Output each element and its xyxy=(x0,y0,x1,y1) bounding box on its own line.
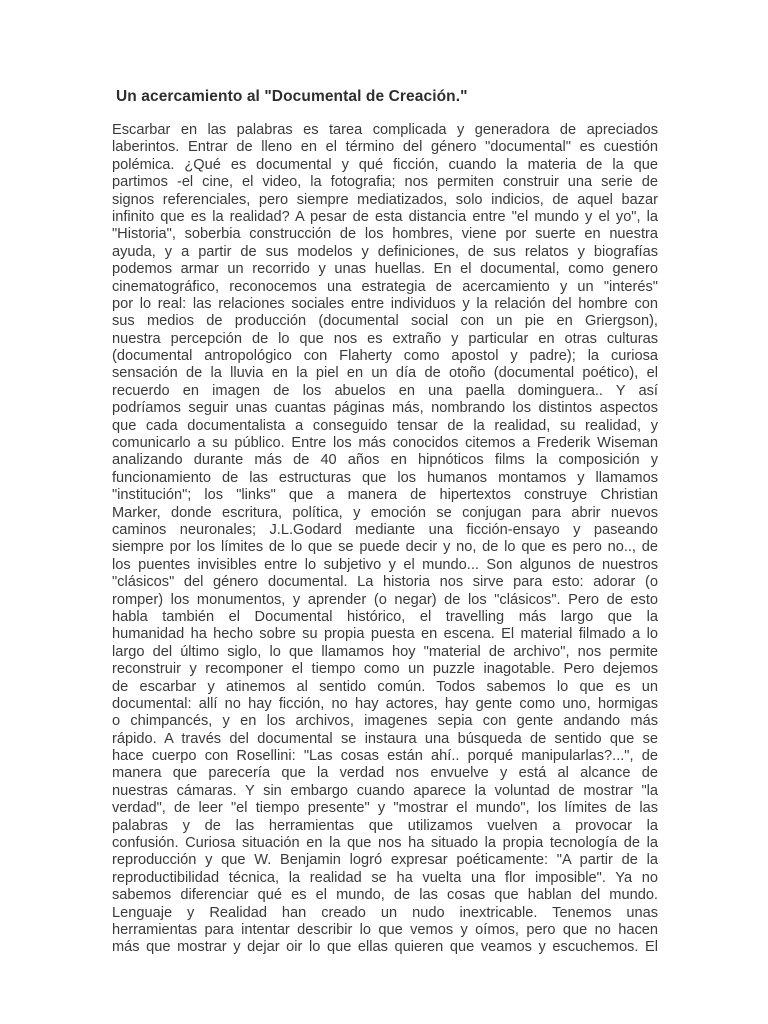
body-text-line: signos referenciales, pero siempre mediatizados, solo indicios, de aquel bazar xyxy=(112,191,658,208)
body-text-line: Marker, donde escritura, política, y emoción se conjugan para abrir nuevos xyxy=(112,504,658,521)
body-text-line: "Historia", soberbia construcción de los hombres, viene por suerte en nuestra xyxy=(112,226,658,243)
document-body xyxy=(112,122,658,956)
body-text-line: manera que parecería que la verdad nos envuelve y está al alcance de xyxy=(112,765,658,782)
body-text-line: verdad", de leer "el tiempo presente" y "mostrar el mundo", los límites de las xyxy=(112,800,658,817)
body-text-line: "institución"; los "links" que a manera de hipertextos construye Christian xyxy=(112,487,658,504)
body-text-line: nuestras cámaras. Y sin embargo cuando aparece la voluntad de mostrar "la xyxy=(112,782,658,799)
body-text-line: hace cuerpo con Rosellini: "Las cosas están ahí.. porqué manipularlas?...", de xyxy=(112,748,658,765)
body-text-line: de escarbar y atinemos al sentido común. Todos sabemos lo que es un xyxy=(112,678,658,695)
body-text-line: por lo real: las relaciones sociales entre individuos y la relación del hombre con xyxy=(112,295,658,312)
body-text-line: podríamos seguir unas cuantas páginas más, nombrando los distintos aspectos xyxy=(112,400,658,417)
body-text-line: los puentes invisibles entre lo subjetivo y el mundo... Son algunos de nuestros xyxy=(112,556,658,573)
body-text-line: laberintos. Entrar de lleno en el término del género "documental" es cuestión xyxy=(112,139,658,156)
body-text-line: nuestra percepción de lo que nos es extraño y particular en otras culturas xyxy=(112,330,658,347)
body-text-line: humanidad ha hecho sobre su propia puesta en escena. El material filmado a lo xyxy=(112,626,658,643)
body-text-line: sus medios de producción (documental social con un pie en Griergson), xyxy=(112,313,658,330)
body-text-line: Escarbar en las palabras es tarea complicada y generadora de apreciados xyxy=(112,122,658,138)
body-text-line: analizando durante más de 40 años en hipnóticos films la composición y xyxy=(112,452,658,469)
document-title: Un acercamiento al "Documental de Creación." xyxy=(116,88,468,105)
body-text-line: sensación de la lluvia en la piel en un día de otoño (documental poético), el xyxy=(112,365,658,382)
body-text-line: "clásicos" del género documental. La historia nos sirve para esto: adorar (o xyxy=(112,574,658,591)
body-text-line: reproducción y que W. Benjamin logró expresar poéticamente: "A partir de la xyxy=(112,852,658,869)
body-text-line: cinematográfico, reconocemos una estrategia de acercamiento y un "interés" xyxy=(112,278,658,295)
body-text-line: partimos -el cine, el video, la fotografia; nos permiten construir una serie de xyxy=(112,174,658,191)
body-text-line: ayuda, y a partir de sus modelos y definiciones, de sus relatos y biografías xyxy=(112,243,658,260)
body-text-line: sabemos diferenciar qué es el mundo, de las cosas que hablan del mundo. xyxy=(112,887,658,904)
body-text-line: funcionamiento de las estructuras que los humanos montamos y llamamos xyxy=(112,469,658,486)
body-text-line: siempre por los límites de lo que se puede decir y no, de lo que es pero no.., de xyxy=(112,539,658,556)
body-text-line: Lenguaje y Realidad han creado un nudo inextricable. Tenemos unas xyxy=(112,904,658,921)
body-text-line: palabras y de las herramientas que utilizamos vuelven a provocar la xyxy=(112,817,658,834)
body-text-line: caminos neuronales; J.L.Godard mediante una ficción-ensayo y paseando xyxy=(112,521,658,538)
body-text-line: recuerdo en imagen de los abuelos en una paella dominguera.. Y así xyxy=(112,382,658,399)
body-text-line: largo del último siglo, lo que llamamos hoy "material de archivo", nos permite xyxy=(112,643,658,660)
body-text-line: romper) los monumentos, y aprender (o negar) de los "clásicos". Pero de esto xyxy=(112,591,658,608)
body-text-line: polémica. ¿Qué es documental y qué ficción, cuando la materia de la que xyxy=(112,156,658,173)
body-text-line: más que mostrar y dejar oir lo que ellas quieren que veamos y escuchemos. El xyxy=(112,939,658,956)
body-text-line: (documental antropológico con Flaherty como apostol y padre); la curiosa xyxy=(112,348,658,365)
body-text-line: comunicarlo a su público. Entre los más conocidos citemos a Frederik Wiseman xyxy=(112,435,658,452)
body-text-line: habla también el Documental histórico, el travelling más largo que la xyxy=(112,608,658,625)
body-text-line: o chimpancés, y en los archivos, imagenes sepia con gente andando más xyxy=(112,713,658,730)
body-text-line: herramientas para intentar describir lo que vemos y oímos, pero que no hacen xyxy=(112,921,658,938)
body-text-line: podemos armar un recorrido y unas huellas. En el documental, como genero xyxy=(112,261,658,278)
body-text-line: que cada documentalista a conseguido tensar de la realidad, su realidad, y xyxy=(112,417,658,434)
body-text-line: rápido. A través del documental se instaura una búsqueda de sentido que se xyxy=(112,730,658,747)
body-text-line: reproductibilidad técnica, la realidad se ha vuelta una flor imposible". Ya no xyxy=(112,869,658,886)
body-text-line: confusión. Curiosa situación en la que nos ha situado la propia tecnología de la xyxy=(112,835,658,852)
body-text-line: documental: allí no hay ficción, no hay actores, hay gente como uno, hormigas xyxy=(112,695,658,712)
body-text-line: infinito que es la realidad? A pesar de esta distancia entre "el mundo y el yo", la xyxy=(112,208,658,225)
body-text-line: reconstruir y recomponer el tiempo como un puzzle inagotable. Pero dejemos xyxy=(112,661,658,678)
